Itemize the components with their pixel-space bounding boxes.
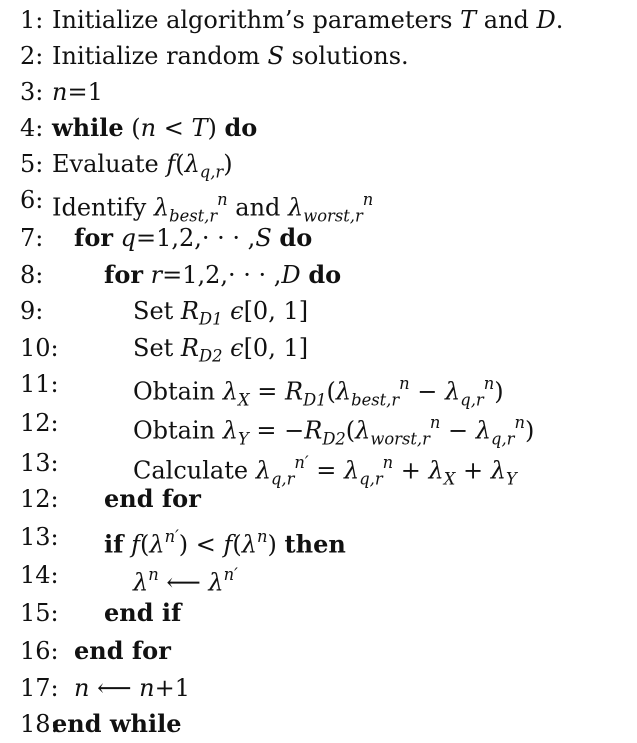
line-text: Evaluate $f(\lambda_{q,r})$ bbox=[52, 150, 233, 182]
line-number: 13: bbox=[20, 449, 59, 477]
line-text: for r=1,2,· · · ,D do bbox=[104, 260, 342, 289]
line-number: 14: bbox=[20, 561, 59, 589]
line-number: 1: bbox=[20, 6, 44, 34]
line-text: Calculate $\lambda_{q,r}^{n'} = \lambda_{q,r}^n + \lambda_X + \lambda_Y$ bbox=[133, 453, 517, 489]
line-text: Initialize random S solutions. bbox=[52, 42, 409, 70]
line-text: Identify $\lambda_{best,r}^n$ and $\lambda_{worst,r}^n$ bbox=[52, 190, 374, 226]
line-text: Set $R_{D1}$ ϵ[0, 1] bbox=[133, 297, 309, 329]
line-text: end for bbox=[74, 636, 171, 665]
line-number: 12: bbox=[20, 409, 59, 437]
line-text: Initialize algorithm’s parameters T and D. bbox=[52, 6, 564, 34]
line-text: end if bbox=[104, 598, 182, 627]
line-number: 2: bbox=[20, 42, 44, 70]
line-text: for q=1,2,· · · ,S do bbox=[74, 223, 313, 252]
line-number: 17: bbox=[20, 674, 59, 702]
line-number: 15: bbox=[20, 599, 59, 627]
line-text: end for bbox=[104, 484, 201, 513]
line-number: 4: bbox=[20, 114, 44, 142]
line-number: 11: bbox=[20, 370, 59, 398]
line-number: 9: bbox=[20, 297, 44, 325]
line-number: 12: bbox=[20, 485, 59, 513]
line-text: Set $R_{D2}$ ϵ[0, 1] bbox=[133, 334, 309, 366]
line-text: end while bbox=[52, 709, 182, 738]
line-number: 7: bbox=[20, 224, 44, 252]
line-text: while (n < T) do bbox=[52, 113, 258, 142]
line-text: n=1 bbox=[52, 78, 103, 106]
line-text: Obtain $\lambda_Y = -R_{D2}(\lambda_{worst,r}^n - \lambda_{q,r}^n)$ bbox=[133, 413, 535, 449]
line-number: 18: bbox=[20, 710, 59, 738]
line-number: 13: bbox=[20, 523, 59, 551]
line-text: n ⟵ n+1 bbox=[74, 674, 190, 702]
line-number: 10: bbox=[20, 334, 59, 362]
line-text: if $f(\lambda^{n'}) < f(\lambda^n)$ then bbox=[104, 527, 346, 559]
line-number: 5: bbox=[20, 150, 44, 178]
line-number: 6: bbox=[20, 186, 44, 214]
line-text: Obtain $\lambda_X = R_{D1}(\lambda_{best,r}^n - \lambda_{q,r}^n)$ bbox=[133, 374, 504, 410]
line-number: 16: bbox=[20, 637, 59, 665]
line-text: $\lambda^n$ ⟵ $\lambda^{n'}$ bbox=[133, 565, 238, 597]
line-number: 8: bbox=[20, 261, 44, 289]
line-number: 3: bbox=[20, 78, 44, 106]
